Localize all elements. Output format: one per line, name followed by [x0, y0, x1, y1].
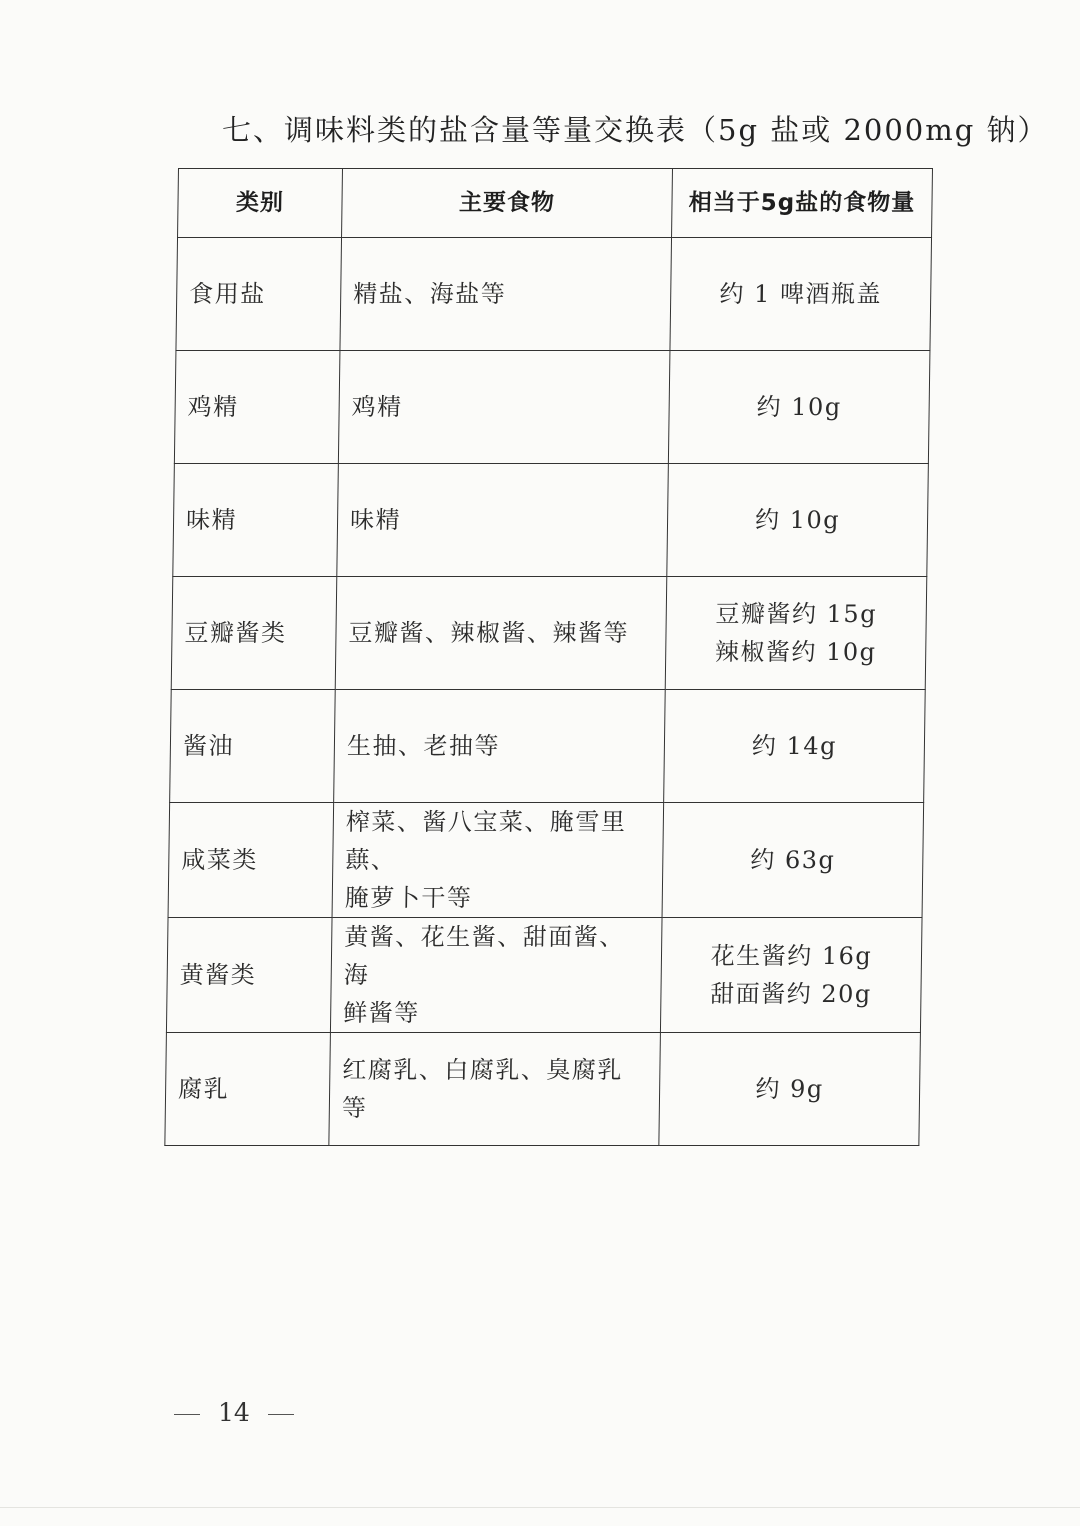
foods-line: 鸡精 [351, 393, 403, 421]
footer-dash-left [174, 1414, 200, 1416]
foods-cell [338, 351, 670, 464]
table-header-row [178, 169, 933, 238]
amount-line: 约 63g [750, 846, 836, 874]
foods-line: 黄酱、花生酱、甜面酱、海 [343, 923, 625, 989]
page-number: 14 [218, 1398, 250, 1427]
header-category: 类别 [178, 169, 343, 238]
foods-line: 红腐乳、白腐乳、臭腐乳等 [341, 1056, 624, 1122]
table-row [170, 690, 926, 803]
amount-line: 约 9g [755, 1075, 824, 1103]
amount-line: 辣椒酱约 10g [714, 638, 877, 666]
amount-line: 花生酱约 16g [710, 942, 873, 970]
category-cell: 鸡精 [174, 351, 340, 464]
table-row [165, 1033, 921, 1146]
foods-line: 豆瓣酱、辣椒酱、辣酱等 [348, 619, 630, 647]
foods-line: 鲜酱等 [343, 999, 420, 1027]
amount-line: 豆瓣酱约 15g [715, 600, 878, 628]
amount-line: 甜面酱约 20g [710, 980, 872, 1008]
category-cell: 黄酱类 [166, 918, 332, 1033]
foods-cell [332, 803, 664, 918]
table-row [174, 351, 930, 464]
foods-cell [340, 238, 672, 351]
amount-line: 约 14g [751, 732, 838, 760]
amount-cell [660, 918, 922, 1033]
table-row [166, 918, 922, 1033]
category-cell: 食用盐 [176, 238, 342, 351]
category-cell: 腐乳 [165, 1033, 331, 1146]
page-title: 七、调味料类的盐含量等量交换表（5g 盐或 2000mg 钠） [222, 113, 1049, 147]
category-cell: 豆瓣酱类 [171, 577, 337, 690]
foods-line: 腌萝卜干等 [344, 884, 473, 912]
salt-exchange-table [164, 168, 933, 1146]
page-footer [156, 1398, 312, 1427]
foods-cell [330, 918, 662, 1033]
amount-cell [668, 351, 930, 464]
category-cell: 咸菜类 [168, 803, 334, 918]
footer-dash-right [268, 1414, 294, 1416]
category-cell: 酱油 [170, 690, 336, 803]
foods-line: 味精 [349, 506, 402, 534]
header-amount: 相当于5g盐的食物量 [672, 169, 933, 238]
foods-line: 榨菜、酱八宝菜、腌雪里蕻、 [345, 808, 627, 874]
amount-cell [659, 1033, 921, 1146]
amount-cell [662, 803, 924, 918]
foods-cell [337, 464, 669, 577]
amount-cell [664, 690, 926, 803]
amount-cell [670, 238, 932, 351]
amount-line: 约 10g [754, 506, 841, 534]
foods-line: 精盐、海盐等 [353, 280, 507, 308]
header-main-foods: 主要食物 [342, 169, 673, 238]
foods-cell [334, 690, 666, 803]
table-row [168, 803, 924, 918]
table-row [173, 464, 929, 577]
table-row [171, 577, 927, 690]
amount-cell [665, 577, 927, 690]
amount-line: 约 1 啤酒瓶盖 [719, 280, 883, 308]
foods-cell [329, 1033, 661, 1146]
category-cell: 味精 [173, 464, 339, 577]
table-row [176, 238, 932, 351]
foods-line: 生抽、老抽等 [346, 732, 501, 760]
amount-cell [667, 464, 929, 577]
foods-cell [335, 577, 667, 690]
page-edge [0, 1507, 1080, 1508]
amount-line: 约 10g [756, 393, 842, 421]
